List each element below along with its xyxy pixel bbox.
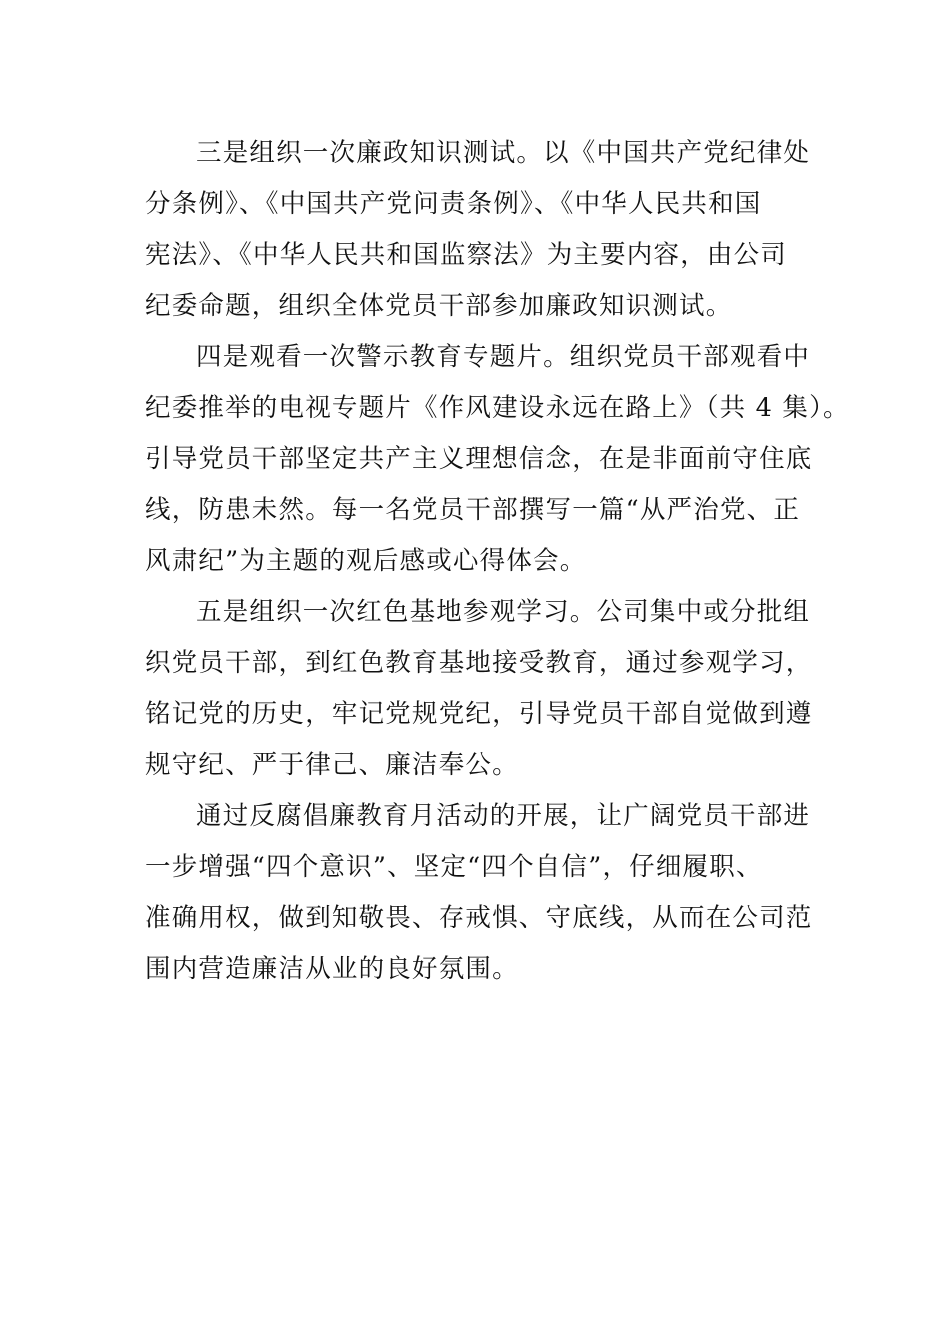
paragraph-line: 风肃纪”为主题的观后感或心得体会。	[145, 546, 587, 576]
paragraph-4	[145, 791, 815, 995]
paragraph-line: 线，防患未然。每一名党员干部撰写一篇“从严治党、正	[145, 495, 801, 525]
paragraph-line: 宪法》、《中华人民共和国监察法》为主要内容，由公司	[145, 240, 788, 270]
paragraph-line: 纪委推举的电视专题片《作风建设永远在路上》（共 4 集）。	[145, 393, 850, 423]
paragraph-line: 四是观看一次警示教育专题片。组织党员干部观看中	[196, 342, 811, 372]
paragraph-line: 通过反腐倡廉教育月活动的开展，让广阔党员干部进	[196, 801, 811, 831]
paragraph-line: 铭记党的历史，牢记党规党纪，引导党员干部自觉做到遵	[145, 699, 813, 729]
paragraph-line: 三是组织一次廉政知识测试。以《中国共产党纪律处	[196, 138, 811, 168]
paragraph-line: 准确用权，做到知敬畏、存戒惧、守底线，从而在公司范	[145, 903, 813, 933]
body-text	[145, 128, 850, 995]
paragraph-line: 分条例》、《中国共产党问责条例》、《中华人民共和国	[145, 189, 762, 219]
paragraph-line: 织党员干部，到红色教育基地接受教育，通过参观学习，	[145, 648, 813, 678]
paragraph-line: 引导党员干部坚定共产主义理想信念，在是非面前守住底	[145, 444, 813, 474]
paragraph-2	[145, 332, 850, 587]
paragraph-line: 围内营造廉洁从业的良好氛围。	[145, 954, 519, 984]
paragraph-3	[145, 587, 815, 791]
paragraph-line: 规守纪、严于律己、廉洁奉公。	[145, 750, 519, 780]
paragraph-line: 五是组织一次红色基地参观学习。公司集中或分批组	[196, 597, 811, 627]
paragraph-line: 一步增强“四个意识”、坚定“四个自信”，仔细履职、	[145, 852, 763, 882]
paragraph-1	[145, 128, 815, 332]
paragraph-line: 纪委命题，组织全体党员干部参加廉政知识测试。	[145, 291, 733, 321]
